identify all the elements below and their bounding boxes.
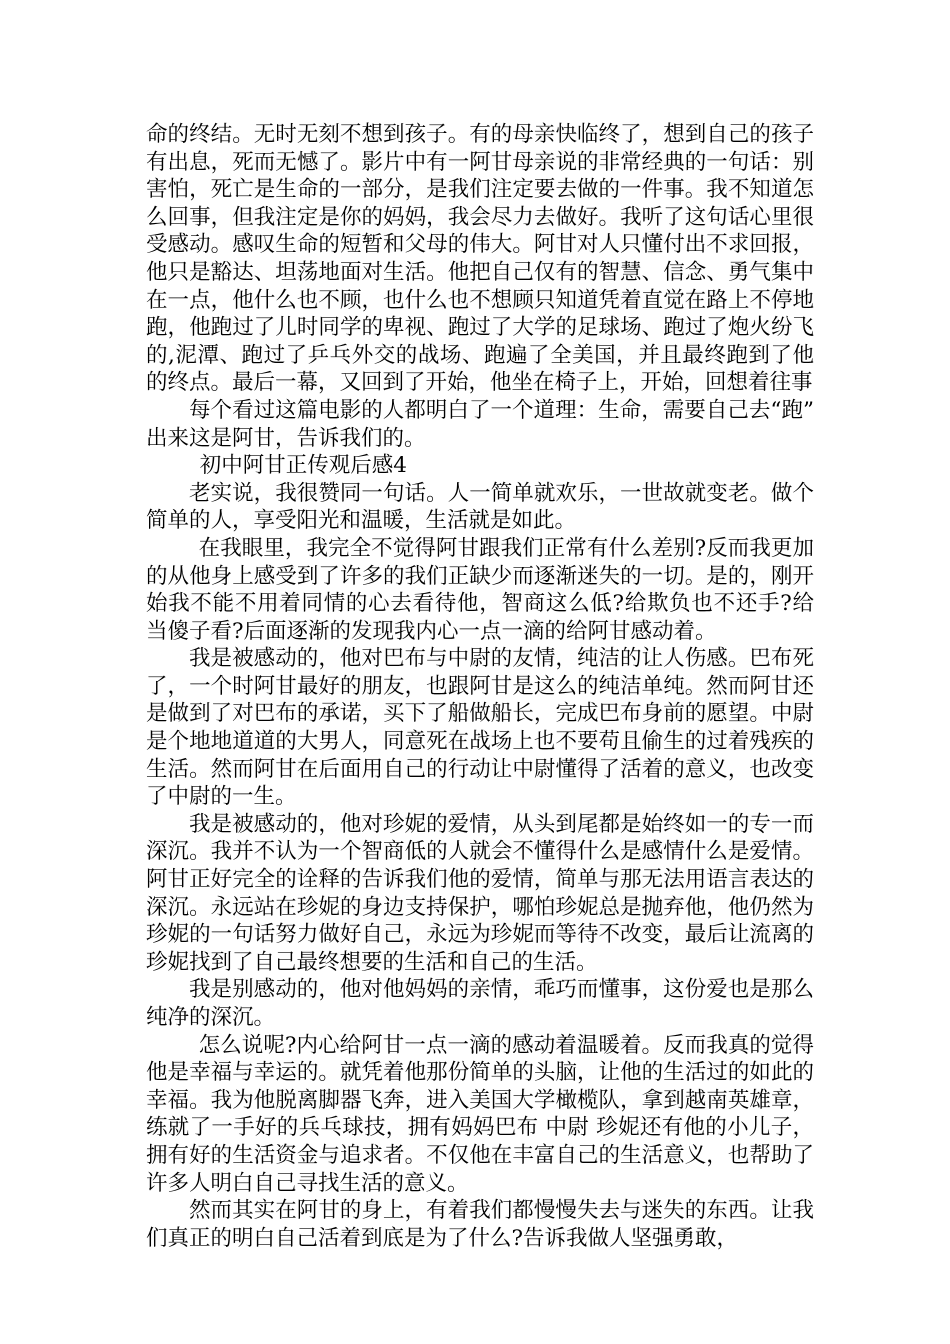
paragraph-1: 命的终结。无时无刻不想到孩子。有的母亲快临终了，想到自己的孩子有出息，死而无憾了。影片中有一阿甘母亲说的非常经典的一句话：别害怕，死亡是生命的一部分，是我们注定要去做的一件事。我不知道怎么回事，但我注定是你的妈妈，我会尽力去做好。我听了这句话心里很受感动。感叹生命的短暂和父母的伟大。阿甘对人只懂付出不求回报，他只是豁达、坦荡地面对生活。他把自己仅有的智慧、信念、勇气集中在一点，他什么也不顾，也什么也不想顾只知道凭着直觉在路上不停地跑，他跑过了儿时同学的卑视、跑过了大学的足球场、跑过了炮火纷飞的,泥潭、跑过了乒乓外交的战场、跑遍了全美国，并且最终跑到了他的终点。最后一幕，又回到了开始，他坐在椅子上，开始，回想着往事 xyxy=(146,122,814,396)
section-heading: 初中阿甘正传观后感4 xyxy=(199,453,407,479)
paragraph-6: 我是被感动的，他对珍妮的爱情，从头到尾都是始终如一的专一而深沉。我并不认为一个智商低的人就会不懂得什么是感情什么是爱情。阿甘正好完全的诠释的告诉我们他的爱情，简单与那无法用语言表达的深沉。永远站在珍妮的身边支持保护，哪怕珍妮总是抛弃他，他仍然为珍妮的一句话努力做好自己，永远为珍妮而等待不改变，最后让流离的珍妮找到了自己最终想要的生活和自己的生活。 xyxy=(146,811,814,975)
paragraph-5: 我是被感动的，他对巴布与中尉的友情，纯洁的让人伤感。巴布死了，一个时阿甘最好的朋友，也跟阿甘是这么的纯洁单纯。然而阿甘还是做到了对巴布的承诺，买下了船做船长，完成巴布身前的愿望。中尉是个地地道道的大男人，同意死在战场上也不要苟且偷生的过着残疾的生活。然而阿甘在后面用自己的行动让中尉懂得了活着的意义，也改变了中尉的一生。 xyxy=(146,646,814,810)
paragraph-9: 然而其实在阿甘的身上，有着我们都慢慢失去与迷失的东西。让我们真正的明白自己活着到底是为了什么?告诉我做人坚强勇敢， xyxy=(146,1198,814,1251)
paragraph-8: 怎么说呢?内心给阿甘一点一滴的感动着温暖着。反而我真的觉得他是幸福与幸运的。就凭着他那份简单的头脑，让他的生活过的如此的幸福。我为他脱离脚器飞奔，进入美国大学橄榄队，拿到越南英雄章，练就了一手好的兵乓球技，拥有妈妈巴布 中尉 珍妮还有他的小儿子，拥有好的生活资金与追求者。不仅他在丰富自己的生活意义，也帮助了许多人明白自己寻找生活的意义。 xyxy=(146,1032,814,1196)
paragraph-4: 在我眼里，我完全不觉得阿甘跟我们正常有什么差别?反而我更加的从他身上感受到了许多的我们正缺少而逐渐迷失的一切。是的，刚开始我不能不用着同情的心去看待他，智商这么低?给欺负也不还手?给当傻子看?后面逐渐的发现我内心一点一滴的给阿甘感动着。 xyxy=(146,535,814,644)
paragraph-3: 老实说，我很赞同一句话。人一简单就欢乐，一世故就变老。做个简单的人，享受阳光和温暖，生活就是如此。 xyxy=(146,480,814,534)
document-page xyxy=(146,121,814,1252)
paragraph-2: 每个看过这篇电影的人都明白了一个道理：生命，需要自己去“跑”出来这是阿甘，告诉我们的。 xyxy=(146,397,814,451)
paragraph-7: 我是别感动的，他对他妈妈的亲情，乖巧而懂事，这份爱也是那么纯净的深沉。 xyxy=(146,977,814,1030)
